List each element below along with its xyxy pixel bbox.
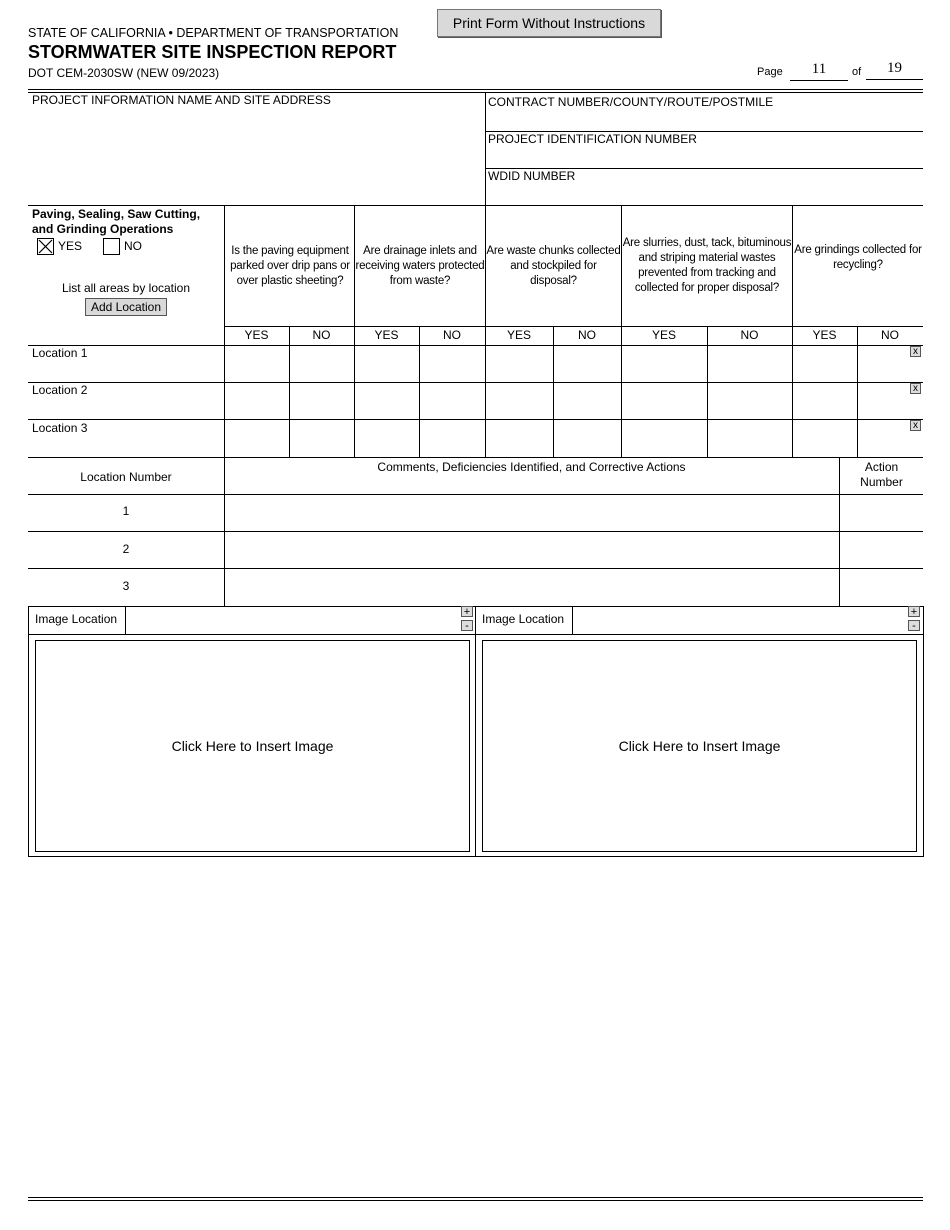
q2-yes-header: YES <box>374 328 399 342</box>
loc-rule-1 <box>28 382 923 383</box>
comments-header: Comments, Deficiencies Identified, and Corrective Actions <box>377 460 686 474</box>
image-header-rule <box>28 634 923 635</box>
insert-image-left-text: Click Here to Insert Image <box>171 738 334 754</box>
location-number-header: Location Number <box>80 470 172 484</box>
project-info-field[interactable] <box>30 108 482 204</box>
comment-row-1-number: 1 <box>122 504 130 518</box>
image-right-label-rule <box>572 606 573 634</box>
action-field-1[interactable] <box>841 496 921 530</box>
zoom-out-right-button[interactable]: - <box>908 620 920 631</box>
zoom-in-right-button[interactable]: + <box>908 606 920 617</box>
q3-no-header: NO <box>578 328 596 342</box>
loc-rule-3 <box>28 457 923 458</box>
col-rule-j <box>857 326 858 457</box>
action-number-header <box>840 460 923 490</box>
comment-field-1[interactable] <box>226 496 837 530</box>
col-rule-c <box>485 205 486 457</box>
question-5: Are grindings collected for recycling? <box>794 244 922 271</box>
q4-no-header: NO <box>740 328 759 342</box>
action-header-line2: Number <box>860 475 903 489</box>
page-label: Page <box>757 66 783 78</box>
image-left-label-rule <box>125 606 126 634</box>
top-rule <box>28 89 923 90</box>
yes-label: YES <box>58 239 83 253</box>
col-rule-b <box>354 205 355 457</box>
col-rule-h <box>553 326 554 457</box>
image-location-label-right: Image Location <box>482 612 565 626</box>
q2-no-header: NO <box>443 328 461 342</box>
agency-line: STATE OF CALIFORNIA • DEPARTMENT OF TRANSPORTATION <box>28 26 399 40</box>
image-divider <box>475 606 476 857</box>
checkmark-x-icon <box>38 239 53 254</box>
zoom-in-left-button[interactable]: + <box>461 606 473 617</box>
question-2: Are drainage inlets and receiving waters protected from waste? <box>355 244 485 287</box>
form-code: DOT CEM-2030SW (NEW 09/2023) <box>28 66 220 80</box>
col-rule-a <box>224 205 225 457</box>
yn-top-rule <box>224 326 923 327</box>
col-rule-f <box>289 326 290 457</box>
page-total-field[interactable]: 19 <box>866 60 923 80</box>
q5-no-header: NO <box>881 328 899 342</box>
comment-field-3[interactable] <box>226 570 837 604</box>
loc-rule-0 <box>28 345 923 346</box>
col-rule-i <box>707 326 708 457</box>
comment-col-a <box>224 457 225 606</box>
contract-number-field[interactable] <box>487 110 921 130</box>
col-rule-e <box>792 205 793 457</box>
image-location-field-right[interactable] <box>574 608 904 632</box>
section-title-line1: Paving, Sealing, Saw Cutting, <box>32 207 201 221</box>
question-4: Are slurries, dust, tack, bituminous and striping material wastes prevented from tracking and collected for proper disposal? <box>622 237 792 294</box>
wdid-field[interactable] <box>487 184 921 204</box>
list-areas-label: List all areas by location <box>61 281 191 295</box>
insert-image-left[interactable] <box>35 640 470 852</box>
comment-rule-2 <box>28 531 923 532</box>
remove-location-1-button[interactable]: x <box>910 346 921 357</box>
insert-image-right[interactable] <box>482 640 917 852</box>
loc-rule-2 <box>28 419 923 420</box>
no-label: NO <box>124 239 142 253</box>
q3-yes-header: YES <box>506 328 531 342</box>
comment-row-3-number: 3 <box>122 579 130 593</box>
col-rule-g <box>419 326 420 457</box>
location-1-label: Location 1 <box>32 346 88 360</box>
comment-field-2[interactable] <box>226 533 837 567</box>
remove-location-3-button[interactable]: x <box>910 420 921 431</box>
action-field-3[interactable] <box>841 570 921 604</box>
comment-rule-3 <box>28 568 923 569</box>
section-title <box>32 207 200 237</box>
project-info-label: PROJECT INFORMATION NAME AND SITE ADDRESS <box>32 93 331 107</box>
image-location-field-left[interactable] <box>127 608 457 632</box>
zoom-out-left-button[interactable]: - <box>461 620 473 631</box>
comment-row-2-number: 2 <box>122 542 130 556</box>
image-left-edge <box>28 606 29 857</box>
project-id-label: PROJECT IDENTIFICATION NUMBER <box>488 132 697 146</box>
of-label: of <box>852 66 862 78</box>
question-3: Are waste chunks collected and stockpiled for disposal? <box>486 244 621 287</box>
add-location-button[interactable]: Add Location <box>85 298 167 316</box>
project-divider <box>485 93 486 205</box>
yes-checkbox[interactable] <box>37 238 54 255</box>
comment-col-b <box>839 457 840 606</box>
insert-image-right-text: Click Here to Insert Image <box>618 738 781 754</box>
print-form-button[interactable]: Print Form Without Instructions <box>437 9 661 37</box>
action-header-line1: Action <box>864 460 899 474</box>
remove-location-2-button[interactable]: x <box>910 383 921 394</box>
section-title-line2: and Grinding Operations <box>32 222 174 236</box>
location-3-label: Location 3 <box>32 421 88 435</box>
contract-number-label: CONTRACT NUMBER/COUNTY/ROUTE/POSTMILE <box>488 95 774 109</box>
project-id-field[interactable] <box>487 147 921 167</box>
image-location-label-left: Image Location <box>35 612 118 626</box>
no-checkbox[interactable] <box>103 238 120 255</box>
question-1: Is the paving equipment parked over drip pans or over plastic sheeting? <box>230 244 350 287</box>
bottom-rule-2 <box>28 1200 923 1201</box>
action-field-2[interactable] <box>841 533 921 567</box>
col-rule-d <box>621 205 622 457</box>
comment-rule-1 <box>28 494 923 495</box>
q1-yes-header: YES <box>244 328 269 342</box>
q1-no-header: NO <box>312 328 331 342</box>
q4-yes-header: YES <box>651 328 676 342</box>
page-current-field[interactable]: 11 <box>790 61 848 81</box>
q5-yes-header: YES <box>812 328 837 342</box>
wdid-label: WDID NUMBER <box>488 169 576 183</box>
form-title: STORMWATER SITE INSPECTION REPORT <box>28 42 397 62</box>
bottom-rule <box>28 1197 923 1198</box>
location-2-label: Location 2 <box>32 383 88 397</box>
